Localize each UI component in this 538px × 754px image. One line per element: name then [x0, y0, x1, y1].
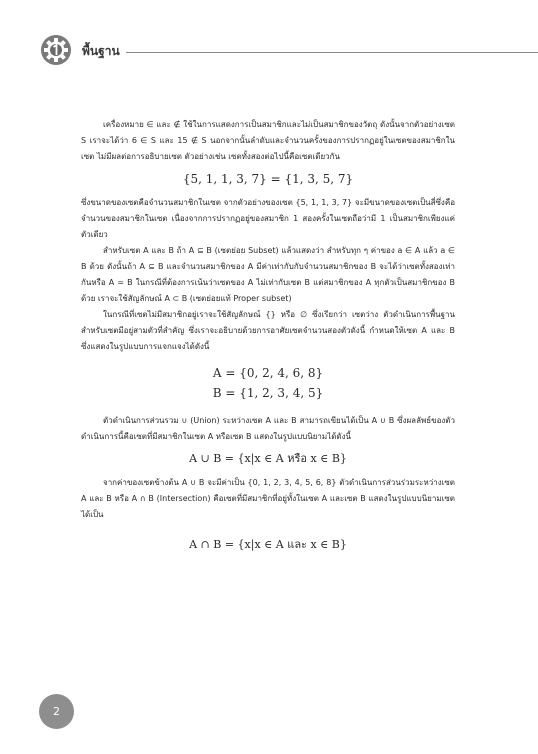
chapter-title: พื้นฐาน [82, 44, 120, 58]
equation: A ∩ B = {x|x ∈ A และ x ∈ B} [189, 538, 347, 551]
equation: B = {1, 2, 3, 4, 5} [212, 386, 324, 400]
paragraph: ซึ่งขนาดของเซตคือจำนวนสมาชิกในเซต จากตัวอย่างของเซต {5, 1, 1, 3, 7} จะมีขนาดของเซตเป็นสี่ซึ่งคือจำนวนของสมาชิกในเซต เนื่องจากการปรากฏอยู่ของสมาชิก 1 สองครั้งในเซตถือว่ามี 1 เป็นสมาชิกเพียงแค่ตัวเดียว [81, 198, 455, 239]
header-divider [126, 52, 538, 53]
page-number: 2 [39, 694, 74, 729]
gear-icon [40, 34, 72, 66]
equation: A = {0, 2, 4, 6, 8} [212, 366, 324, 380]
paragraph: สำหรับเซต A และ B ถ้า A ⊆ B (เซตย่อย Subset) แล้วแสดงว่า สำหรับทุก ๆ ค่าของ a ∈ A แล้ว a ∈ B ด้วย ดังนั้นถ้า A ⊆ B และจำนวนสมาชิกของ A มีค่าเท่ากับกับจำนวนสมาชิกของ B จะได้ว่าเซตทั้งสองเท่ากันหรือ A = B ในกรณีที่ต้องการเน้นว่าเซตของ A ไม่เท่ากับเซต B แต่สมาชิกของ A ทุกตัวเป็นสมาชิกของ B ด้วย เราจะใช้สัญลักษณ์ A ⊂ B (เซตย่อยแท้ Proper subset) [81, 246, 455, 303]
paragraph: ในกรณีที่เซตไม่มีสมาชิกอยู่เราจะใช้สัญลักษณ์ {} หรือ ∅ ซึ่งเรียกว่า เซตว่าง ตัวดำเนินการพื้นฐานสำหรับเซตมีอยู่สามตัวที่สำคัญ ซึ่งเราจะอธิบายด้วยการอาศัยเซตจำนวนสองตัวดังนี้ กำหนดให้เซต A และ B ซึ่งแสดงในรูปแบบการแจกแจงได้ดังนี้ [81, 310, 455, 351]
equation-block [81, 363, 455, 403]
paragraph: จากค่าของเซตข้างต้น A ∪ B จะมีค่าเป็น {0, 1, 2, 3, 4, 5, 6, 8} ตัวดำเนินการส่วนร่วมระหว่างเซต A และ B หรือ A ∩ B (Intersection) คือเซตที่มีสมาชิกที่อยู่ทั้งในเซต A และเซต B แสดงในรูปแบบนิยามเซตได้เป็น [81, 478, 455, 519]
equation: A ∪ B = {x|x ∈ A หรือ x ∈ B} [189, 452, 347, 465]
equation: {5, 1, 1, 3, 7} = {1, 3, 5, 7} [182, 172, 354, 186]
page-body [81, 117, 455, 561]
page-header [40, 34, 500, 68]
paragraph: ตัวดำเนินการส่วนรวม ∪ (Union) ระหว่างเซต A และ B สามารถเขียนได้เป็น A ∪ B ซึ่งผลลัพธ์ของตัวดำเนินการนี้คือเซตที่มีสมาชิกในเซต A หรือเซต B แสดงในรูปแบบนิยามได้ดังนี้ [81, 416, 455, 441]
paragraph: เครื่องหมาย ∈ และ ∉ ใช้ในการแสดงการเป็นสมาชิกและไม่เป็นสมาชิกของวัตถุ ดังนั้นจากตัวอย่างเซต S เราจะได้ว่า 6 ∈ S และ 15 ∉ S นอกจากนั้นลำดับและจำนวนครั้งของการปรากฏอยู่ในเซตของสมาชิกในเซต ไม่มีผลต่อการอธิบายเซต ตัวอย่างเช่น เซตทั้งสองต่อไปนี้คือเซตเดียวกัน [81, 120, 455, 161]
